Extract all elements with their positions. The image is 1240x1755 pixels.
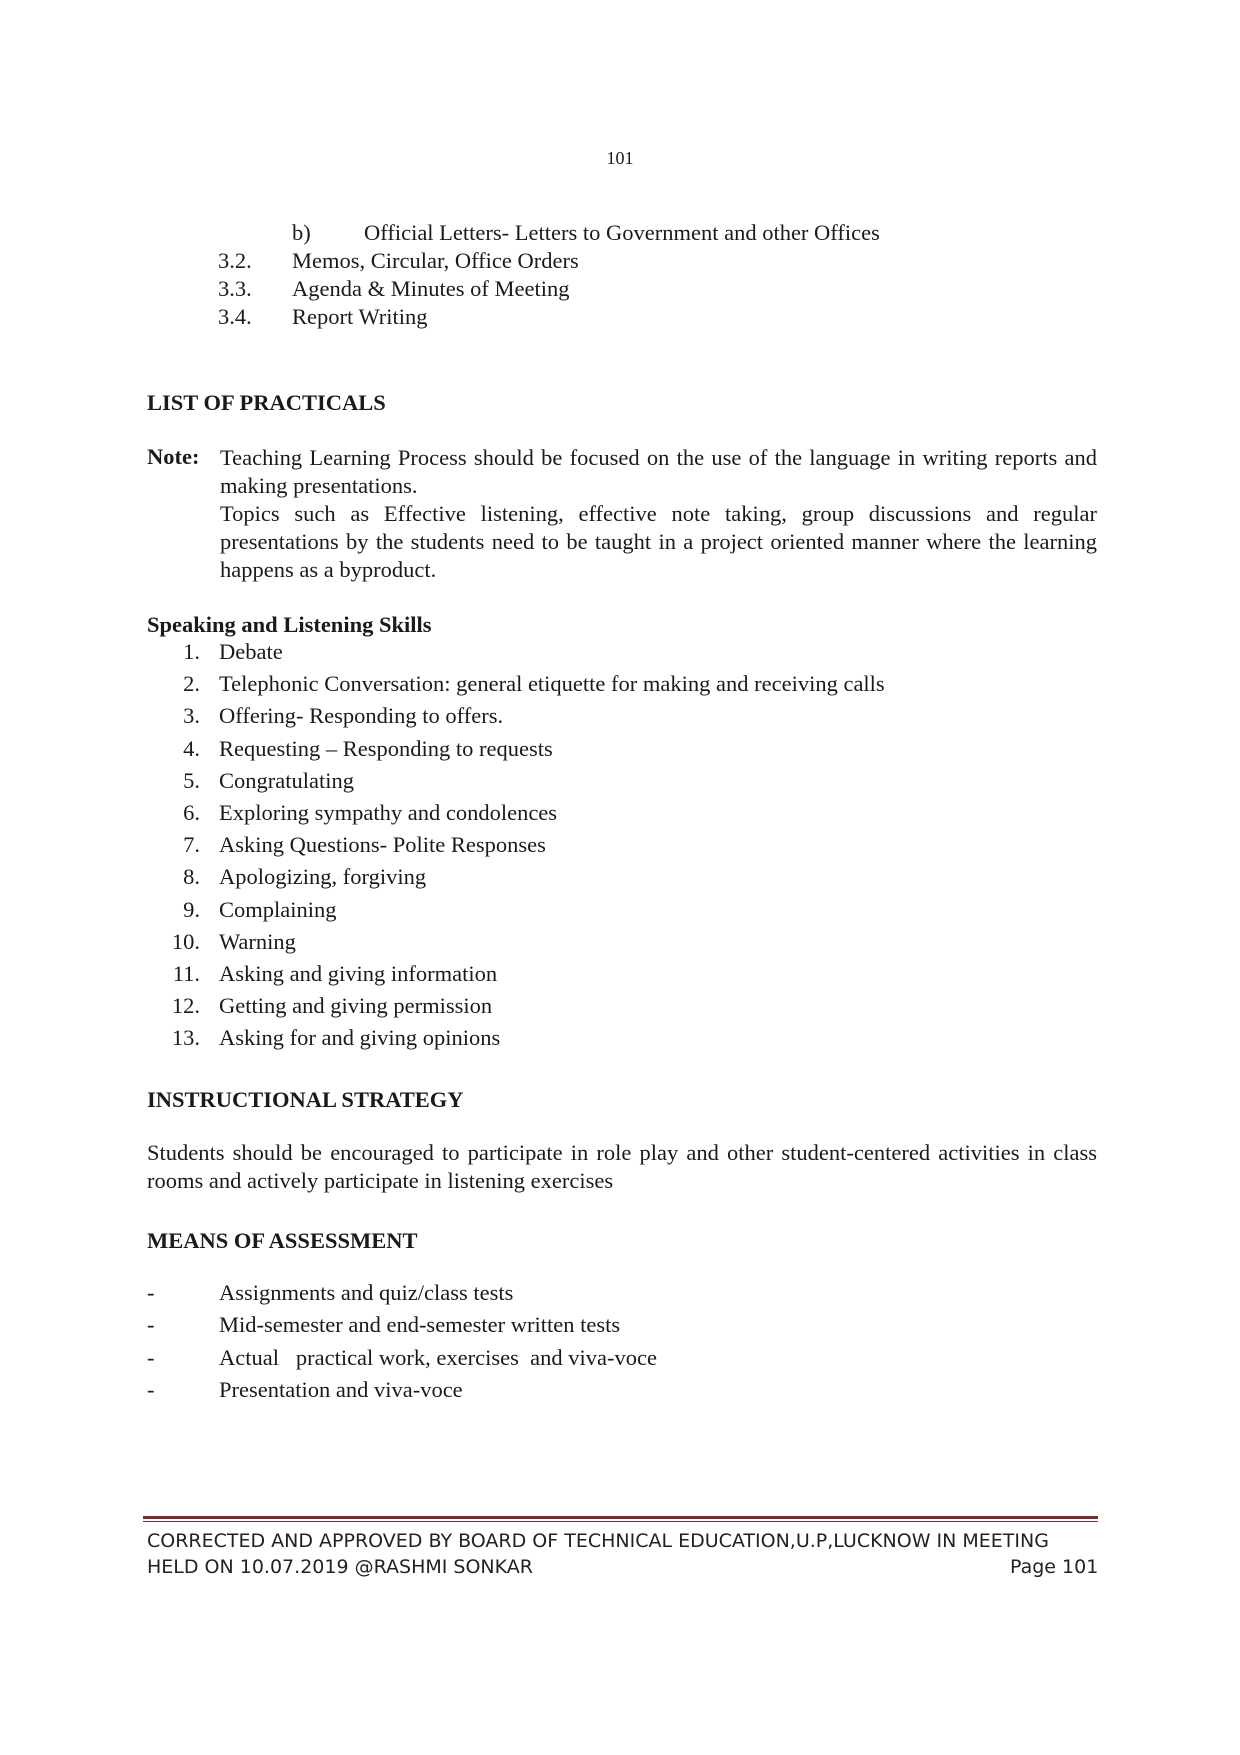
assessment-item: Presentation and viva-voce bbox=[219, 1376, 463, 1402]
note-label: Note: bbox=[147, 444, 200, 469]
skill-item: Asking for and giving opinions bbox=[219, 1025, 501, 1051]
page-number: 101 bbox=[606, 148, 634, 168]
skill-number: 3. bbox=[183, 703, 200, 729]
outline-3-4-num: 3.4. bbox=[218, 304, 252, 329]
assessment-item: Actual practical work, exercises and viva-voce bbox=[219, 1344, 657, 1370]
assessment-bullet: - bbox=[147, 1280, 155, 1305]
skill-item: Offering- Responding to offers. bbox=[219, 703, 504, 729]
skill-number: 13. bbox=[171, 1025, 200, 1051]
skill-number: 7. bbox=[183, 832, 200, 858]
skill-number: 4. bbox=[183, 735, 200, 761]
skill-item: Getting and giving permission bbox=[219, 993, 493, 1019]
outline-3-4-text: Report Writing bbox=[292, 304, 428, 329]
strategy-heading: INSTRUCTIONAL STRATEGY bbox=[147, 1087, 464, 1112]
skill-item: Asking and giving information bbox=[219, 961, 498, 986]
skill-item: Asking Questions- Polite Responses bbox=[219, 832, 546, 858]
skill-number: 6. bbox=[183, 800, 200, 825]
footer-rule bbox=[143, 1516, 1098, 1519]
skill-number: 11. bbox=[172, 961, 200, 986]
skill-number: 5. bbox=[183, 767, 200, 793]
skill-item: Warning bbox=[219, 928, 296, 954]
outline-b-text: Official Letters- Letters to Government and other Offices bbox=[364, 220, 880, 245]
note-text bbox=[220, 444, 1097, 584]
skill-item: Congratulating bbox=[219, 767, 354, 793]
assessment-bullet: - bbox=[147, 1312, 155, 1338]
assessment-item: Mid-semester and end-semester written tests bbox=[219, 1312, 621, 1338]
skill-item: Requesting – Responding to requests bbox=[219, 735, 553, 761]
footer-line-2: HELD ON 10.07.2019 @RASHMI SONKAR bbox=[147, 1556, 533, 1578]
skill-number: 8. bbox=[183, 864, 200, 890]
assessment-item: Assignments and quiz/class tests bbox=[219, 1280, 514, 1305]
assessment-bullet: - bbox=[147, 1376, 155, 1402]
outline-3-3-text: Agenda & Minutes of Meeting bbox=[292, 276, 570, 301]
skill-item: Apologizing, forgiving bbox=[219, 864, 427, 890]
footer-rule-thin bbox=[143, 1521, 1098, 1522]
outline-3-2-text: Memos, Circular, Office Orders bbox=[292, 248, 579, 273]
skill-item: Debate bbox=[219, 639, 283, 664]
note-paragraph-1: Teaching Learning Process should be focused on the use of the language in writing reports and making presentations. bbox=[220, 445, 1097, 498]
skill-number: 2. bbox=[183, 671, 200, 697]
footer-page-label: Page 101 bbox=[1010, 1556, 1099, 1578]
outline-b-num: b) bbox=[292, 220, 311, 245]
practicals-heading: LIST OF PRACTICALS bbox=[147, 390, 386, 415]
skill-number: 10. bbox=[171, 928, 200, 954]
assessment-bullet: - bbox=[147, 1344, 155, 1370]
assessment-heading: MEANS OF ASSESSMENT bbox=[147, 1228, 418, 1253]
outline-3-3-num: 3.3. bbox=[218, 276, 252, 301]
outline-3-2-num: 3.2. bbox=[218, 248, 252, 273]
strategy-paragraph: Students should be encouraged to participate in role play and other student-centered activities in class rooms and actively participate in listening exercises bbox=[147, 1140, 1097, 1193]
footer-line-1: CORRECTED AND APPROVED BY BOARD OF TECHNICAL EDUCATION,U.P,LUCKNOW IN MEETING bbox=[147, 1530, 1049, 1552]
skill-number: 9. bbox=[183, 896, 200, 922]
skill-item: Telephonic Conversation: general etiquette for making and receiving calls bbox=[219, 671, 885, 697]
skill-number: 12. bbox=[171, 993, 200, 1019]
skills-heading: Speaking and Listening Skills bbox=[147, 612, 432, 637]
skill-item: Complaining bbox=[219, 896, 337, 922]
skill-number: 1. bbox=[183, 639, 200, 664]
note-paragraph-2: Topics such as Effective listening, effective note taking, group discussions and regular presentations by the students need to be taught in a project oriented manner where the learning happens as a byproduct. bbox=[220, 501, 1097, 582]
skill-item: Exploring sympathy and condolences bbox=[219, 800, 558, 825]
